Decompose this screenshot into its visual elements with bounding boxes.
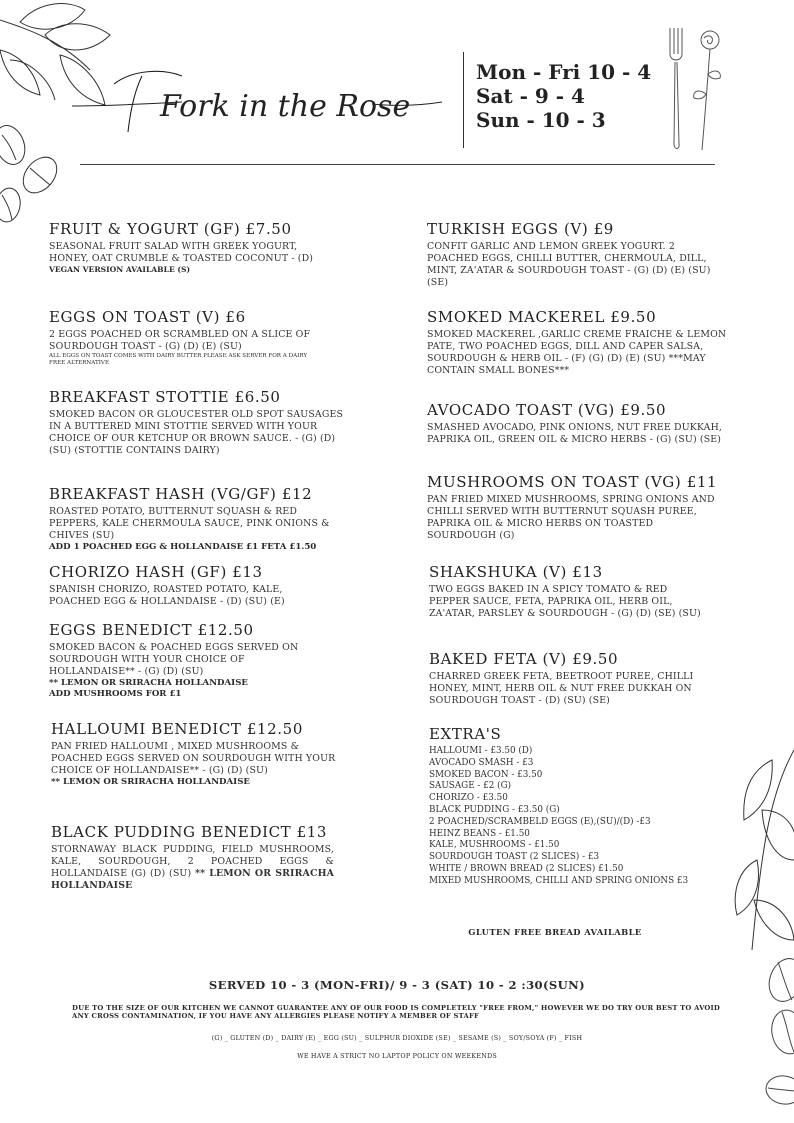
menu-item-description: CONFIT GARLIC AND LEMON GREEK YOGURT. 2 POACHED EGGS, CHILLI BUTTER, CHERMOULA, DILL, MINT, ZA'ATAR & SOURDOUGH TOAST - (G) (D) (E) (SU) (SE) [427,241,711,288]
extras-item: HALLOUMI - £3.50 (D) [429,746,533,756]
menu-item-shakshuka [429,563,709,620]
menu-item-description: ROASTED POTATO, BUTTERNUT SQUASH & RED PEPPERS, KALE CHERMOULA SAUCE, PINK ONIONS & CHIVES (SU) [49,506,330,541]
menu-item-description-text: STORNAWAY BLACK PUDDING, FIELD MUSHROOMS, KALE, SOURDOUGH, 2 POACHED EGGS & HOLLANDAISE (G) (D) (SU) [51,844,334,879]
menu-item-description: TWO EGGS BAKED IN A SPICY TOMATO & RED PEPPER SAUCE, FETA, PAPRIKA OIL, HERB OIL, ZA'ATAR, PARSLEY & SOURDOUGH - (G) (D) (SE) (SU) [429,584,701,619]
hours-sunday: Sun - 10 - 3 [476,108,606,132]
menu-item-mushrooms-on-toast [427,473,725,542]
menu-item-fruit-yogurt [49,220,319,274]
menu-item-title: FRUIT & YOGURT (GF) £7.50 [49,220,292,238]
menu-item-description: 2 EGGS POACHED OR SCRAMBLED ON A SLICE OF SOURDOUGH TOAST - (G) (D) (E) (SU) [49,329,311,352]
menu-item-addon: ** LEMON OR SRIRACHA HOLLANDAISE [51,777,250,787]
menu-item-description: SMOKED BACON OR GLOUCESTER OLD SPOT SAUSAGES IN A BUTTERED MINI STOTTIE SERVED WITH YOUR CHOICE OF OUR KETCHUP OR BROWN SAUCE. - (G) (D) (SU) (STOTTIE CONTAINS DAIRY) [49,409,344,456]
menu-item-title: BAKED FETA (V) £9.50 [429,650,619,668]
extras-item: HEINZ BEANS - £1.50 [429,828,530,839]
menu-item-title: EGGS BENEDICT £12.50 [49,621,254,639]
menu-item-eggs-on-toast [49,308,321,366]
menu-item-addon: ADD MUSHROOMS FOR £1 [49,689,182,699]
menu-item-breakfast-stottie [49,388,344,457]
menu-item-smoked-mackerel [427,308,727,377]
menu-item-title: MUSHROOMS ON TOAST (VG) £11 [427,473,718,491]
hours-weekday: Mon - Fri 10 - 4 [476,60,652,84]
menu-item-turkish-eggs [427,220,717,289]
gluten-free-note: GLUTEN FREE BREAD AVAILABLE [468,927,642,937]
menu-item-black-pudding-benedict [51,823,334,892]
menu-item-title: SHAKSHUKA (V) £13 [429,563,603,581]
extras-section [429,725,695,888]
extras-item: 2 POACHED/SCRAMBELD EGGS (E),(SU)/(D) -£3 [429,816,651,827]
menu-item-description: CHARRED GREEK FETA, BEETROOT PUREE, CHILLI HONEY, MINT, HERB OIL & NUT FREE DUKKAH ON SOURDOUGH TOAST - (D) (SU) (SE) [429,671,694,706]
brand-logo-text: Fork in the Rose [160,89,411,124]
extras-item: WHITE / BROWN BREAD (2 SLICES) £1.50 [429,863,624,874]
extras-item: AVOCADO SMASH - £3 [429,757,534,768]
extras-title: EXTRA'S [429,725,502,743]
opening-hours [476,60,651,132]
allergen-legend: (G) _ GLUTEN (D) _ DAIRY (E) _ EGG (SU) _ SULPHUR DIOXIDE (SE) _ SESAME (S) _ SOY/SOYA (F) _ FISH [211,1034,583,1042]
menu-item-title: AVOCADO TOAST (VG) £9.50 [427,401,667,419]
header-divider [463,52,464,148]
menu-item-description [51,844,334,892]
menu-item-description: SMOKED MACKEREL ,GARLIC CREME FRAICHE & LEMON PATE, TWO POACHED EGGS, DILL AND CAPER SALSA, SOURDOUGH & HERB OIL - (F) (G) (D) (E) (SU) ***MAY CONTAIN SMALL BONES*** [427,329,727,376]
extras-item: SAUSAGE - £2 (G) [429,781,512,792]
menu-item-addon: ADD 1 POACHED EGG & HOLLANDAISE £1 FETA £1.50 [49,542,317,552]
menu-item-title: EGGS ON TOAST (V) £6 [49,308,246,326]
allergy-disclaimer: DUE TO THE SIZE OF OUR KITCHEN WE CANNOT GUARANTEE ANY OF OUR FOOD IS COMPLETELY "FREE FROM," HOWEVER WE DO TRY OUR BEST TO AVOID ANY CROSS CONTAMINATION, IF YOU HAVE ANY ALLERGIES PLEASE NOTIFY A MEMBER OF STAFF [72,1004,721,1020]
menu-item-title: TURKISH EGGS (V) £9 [427,220,614,238]
menu-item-description: SEASONAL FRUIT SALAD WITH GREEK YOGURT, HONEY, OAT CRUMBLE & TOASTED COCONUT - (D) [49,241,314,264]
extras-item: KALE, MUSHROOMS - £1.50 [429,840,560,851]
header-rule [80,164,715,165]
extras-item: CHORIZO - £3.50 [429,793,508,804]
menu-item-title: HALLOUMI BENEDICT £12.50 [51,720,303,738]
menu-item-title: BREAKFAST STOTTIE £6.50 [49,388,281,406]
menu-item-description: PAN FRIED HALLOUMI , MIXED MUSHROOMS & POACHED EGGS SERVED ON SOURDOUGH WITH YOUR CHOICE OF HOLLANDAISE** - (G) (D) (SU) [51,741,336,776]
menu-item-description: SMOKED BACON & POACHED EGGS SERVED ON SOURDOUGH WITH YOUR CHOICE OF HOLLANDAISE** - (G) (D) (SU) [49,642,299,677]
extras-item: SMOKED BACON - £3.50 [429,769,543,780]
brand-logo [72,62,442,142]
menu-item-breakfast-hash [49,485,344,553]
menu-item-eggs-benedict [49,621,311,700]
fork-rose-icon [662,24,728,154]
menu-item-avocado-toast [427,401,727,446]
extras-item: MIXED MUSHROOMS, CHILLI AND SPRING ONIONS £3 [429,875,689,886]
menu-item-chorizo-hash [49,563,329,608]
menu-item-halloumi-benedict [51,720,336,788]
extras-item: SOURDOUGH TOAST (2 SLICES) - £3 [429,852,600,863]
menu-item-addon: ** LEMON OR SRIRACHA HOLLANDAISE [49,678,248,688]
hours-saturday: Sat - 9 - 4 [476,84,585,108]
menu-item-baked-feta [429,650,727,707]
extras-list [429,746,695,888]
laptop-policy: WE HAVE A STRICT NO LAPTOP POLICY ON WEEKENDS [297,1052,497,1060]
leaf-decoration-right [732,750,794,950]
menu-item-description: SMASHED AVOCADO, PINK ONIONS, NUT FREE DUKKAH, PAPRIKA OIL, GREEN OIL & MICRO HERBS - (G) (SU) (SE) [427,422,723,445]
coffee-bean-decoration [758,950,794,1110]
menu-item-note: ALL EGGS ON TOAST COMES WITH DAIRY BUTTER PLEASE ASK SERVER FOR A DAIRY FREE ALTERNATIVE [49,353,308,366]
menu-item-description: SPANISH CHORIZO, ROASTED POTATO, KALE, POACHED EGG & HOLLANDAISE - (D) (SU) (E) [49,584,285,607]
menu-item-description: PAN FRIED MIXED MUSHROOMS, SPRING ONIONS AND CHILLI SERVED WITH BUTTERNUT SQUASH PUREE, PAPRIKA OIL & MICRO HERBS ON TOASTED SOURDOUGH (G) [427,494,715,541]
menu-item-addon: ** LEMON OR SRIRACHA HOLLANDAISE [51,868,334,891]
menu-item-title: SMOKED MACKEREL £9.50 [427,308,657,326]
serving-times: SERVED 10 - 3 (MON-FRI)/ 9 - 3 (SAT) 10 - 2 :30(SUN) [208,978,586,992]
menu-item-title: CHORIZO HASH (GF) £13 [49,563,263,581]
menu-item-note: VEGAN VERSION AVAILABLE (S) [49,265,191,274]
menu-item-title: BLACK PUDDING BENEDICT £13 [51,823,328,841]
menu-item-title: BREAKFAST HASH (VG/GF) £12 [49,485,313,503]
extras-item: BLACK PUDDING - £3.50 (G) [429,804,560,815]
